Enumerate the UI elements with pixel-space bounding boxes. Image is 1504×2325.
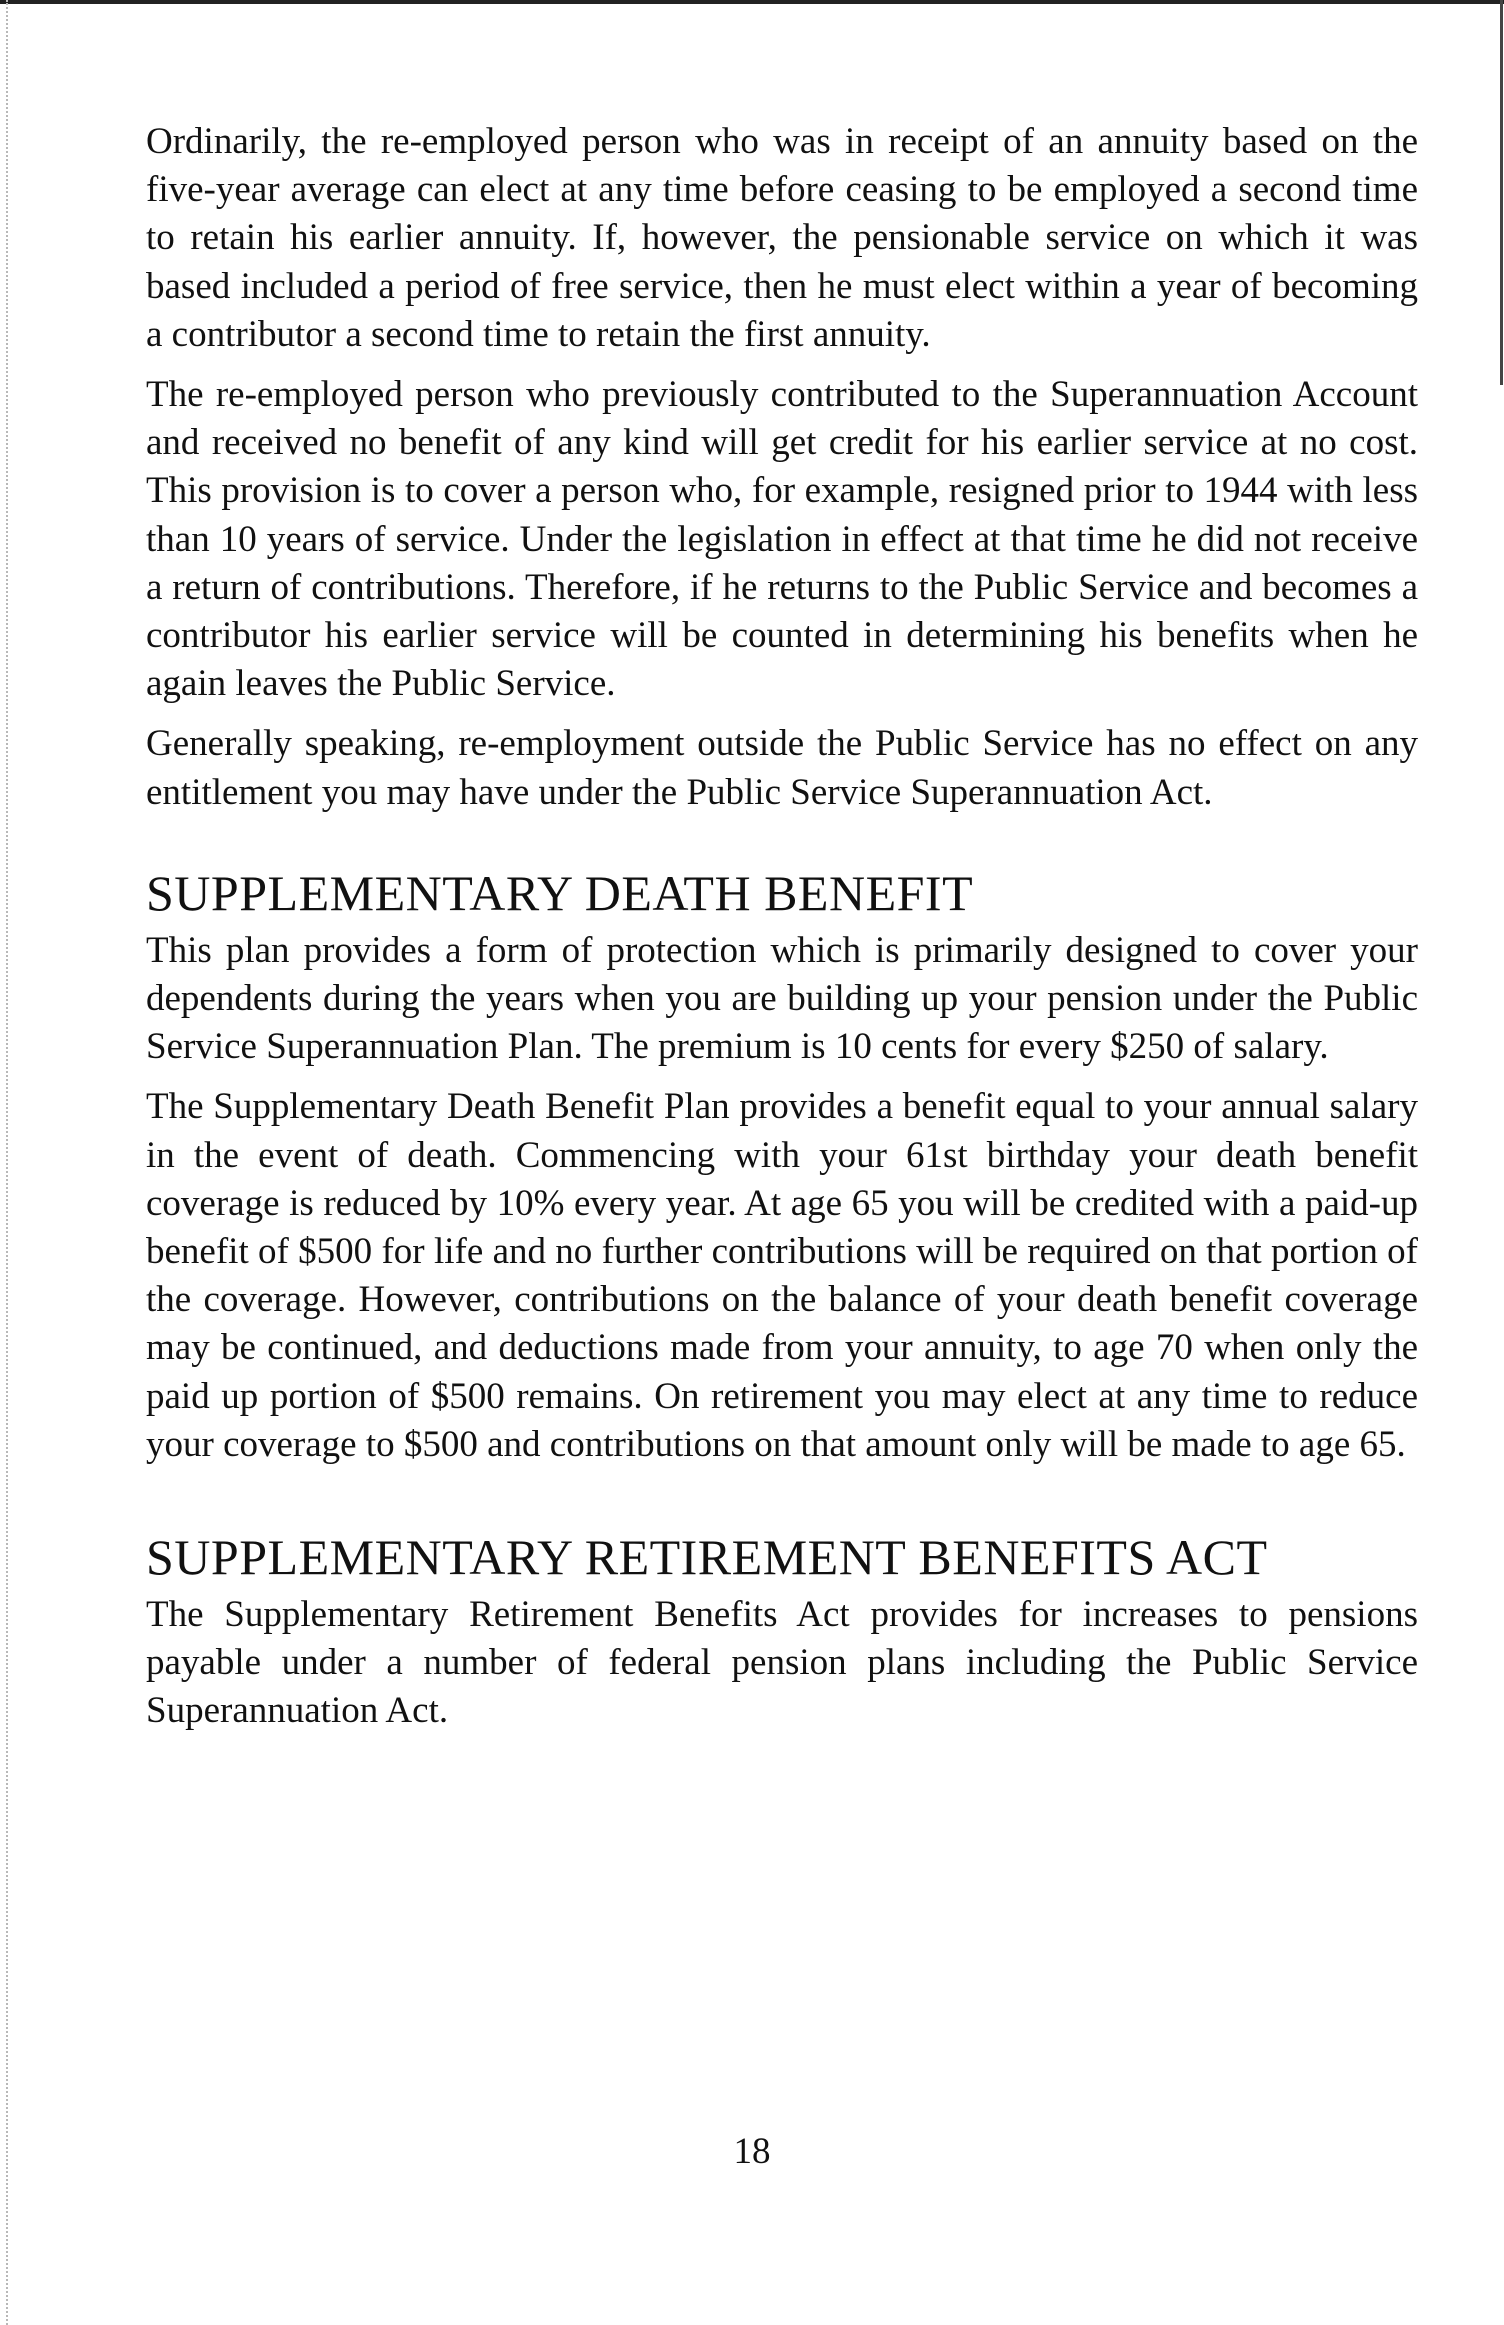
paragraph-death-benefit-plan: The Supplementary Death Benefit Plan provides a benefit equal to your annual salary in the event of death. Commencing with your 61st birthday your death benefit coverage is reduced by 10% every year. At age 65 you will be credited with a paid-up benefit of $500 for life and no further contributions will be required on that portion of the coverage. However, contributions on the balance of your death benefit coverage may be continued, and deductions made from your annuity, to age 70 when only the paid up portion of $500 remains. On retirement you may elect at any time to reduce your coverage to $500 and contributions on that amount only will be made to age 65. <box>146 1086 1418 1465</box>
document-body <box>146 118 1418 1736</box>
heading-supplementary-retirement-benefits-act: SUPPLEMENTARY RETIREMENT BENEFITS ACT <box>146 1529 1268 1586</box>
paragraph-outside-employment: Generally speaking, re-employment outside the Public Service has no effect on any entitlement you may have under the Public Service Superannuation Act. <box>146 723 1418 813</box>
scan-top-edge <box>0 0 1504 4</box>
page-number: 18 <box>733 2131 771 2172</box>
paragraph-previous-contributor: The re-employed person who previously contributed to the Superannuation Account and received no benefit of any kind will get credit for his earlier service at no cost. This provision is to cover a person who, for example, resigned prior to 1944 with less than 10 years of service. Under the legislation in effect at that time he did not receive a return of contributions. Therefore, if he returns to the Public Service and becomes a contributor his earlier service will be counted in determining his benefits when he again leaves the Public Service. <box>146 374 1418 705</box>
paragraph-retirement-benefits-act: The Supplementary Retirement Benefits Act provides for increases to pensions payable under a number of federal pension plans including the Public Service Superannuation Act. <box>146 1594 1418 1732</box>
scan-right-edge <box>1500 0 1503 385</box>
paragraph-death-benefit-protection: This plan provides a form of protection which is primarily designed to cover your dependents during the years when you are building up your pension under the Public Service Superannuation Plan. The premium is 10 cents for every $250 of salary. <box>146 929 1418 1068</box>
heading-supplementary-death-benefit: SUPPLEMENTARY DEATH BENEFIT <box>146 864 974 921</box>
scan-left-binding-marks <box>6 0 8 2325</box>
paragraph-annuity-election: Ordinarily, the re-employed person who was in receipt of an annuity based on the five-year average can elect at any time before ceasing to be employed a second time to retain his earlier annuity. If, however, the pensionable service on which it was based included a period of free service, then he must elect within a year of becoming a contributor a second time to retain the first annuity. <box>146 121 1418 355</box>
